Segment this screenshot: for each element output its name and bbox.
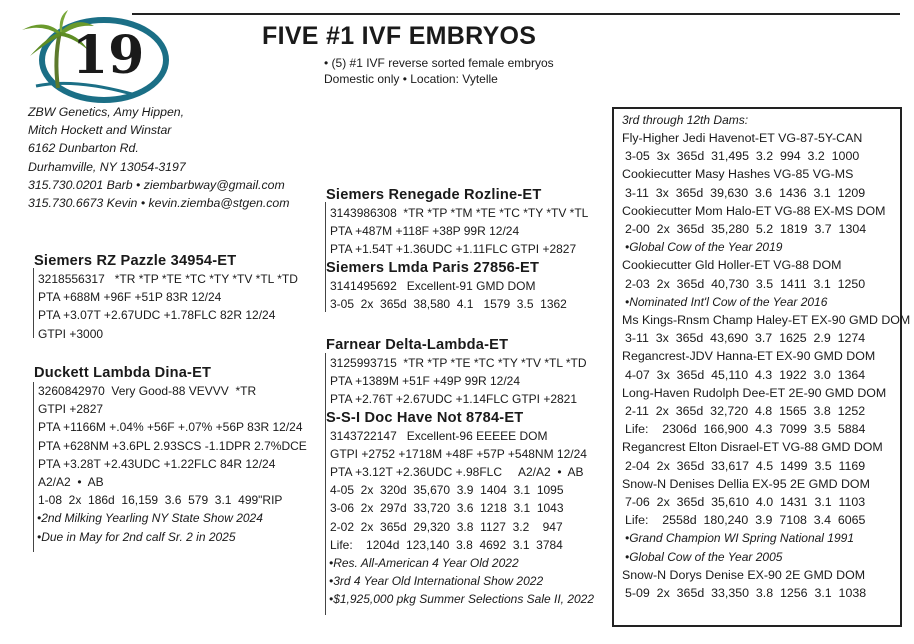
dam-entry <box>622 475 898 566</box>
record-line: PTA +3.28T +2.43UDC +1.22FLC 84R 12/24 <box>38 456 276 471</box>
record-line: GTPI +2752 +1718M +48F +57P +548NM 12/24 <box>330 446 587 461</box>
animal-name: S-S-I Doc Have Not 8784-ET <box>326 409 524 426</box>
dam-record: 4-07 3x 365d 45,110 4.3 1922 3.0 1364 <box>625 367 866 382</box>
record-line: 3125993715 *TR *TP *TE *TC *TY *TV *TL *TD <box>330 356 587 370</box>
contact-line: Mitch Hockett and Winstar <box>28 123 172 138</box>
dam-entry <box>622 311 911 347</box>
dam-entry <box>622 129 898 165</box>
contact-line: 6162 Dunbarton Rd. <box>28 141 139 156</box>
header-rule <box>132 13 900 15</box>
record-line: 3143722147 Excellent-96 EEEEE DOM <box>330 428 548 443</box>
animal-name: Siemers Lmda Paris 27856-ET <box>326 259 540 276</box>
dam-name: Snow-N Denises Dellia EX-95 2E GMD DOM <box>622 476 870 491</box>
sire-dam-block <box>326 186 588 313</box>
dam-entry <box>622 566 898 602</box>
subtitle-line: Domestic only • Location: Vytelle <box>324 72 498 86</box>
dam-block <box>34 364 307 546</box>
record-line: 4-05 2x 320d 35,670 3.9 1404 3.1 1095 <box>330 483 564 498</box>
contact-line: Durhamville, NY 13054-3197 <box>28 159 186 174</box>
record-line: PTA +628NM +3.6PL 2.93SCS -1.1DPR 2.7%DCE <box>38 438 307 453</box>
record-line: 3260842970 Very Good-88 VEVVV *TR <box>38 384 257 398</box>
record-line: PTA +487M +118F +38P 99R 12/24 <box>330 224 520 239</box>
dams-heading: 3rd through 12th Dams: <box>622 113 749 127</box>
dam-note: •Global Cow of the Year 2005 <box>625 549 783 564</box>
dam-record: 2-03 2x 365d 40,730 3.5 1411 3.1 1250 <box>625 276 866 291</box>
dam-record: 3-11 3x 365d 43,690 3.7 1625 2.9 1274 <box>625 331 866 346</box>
dam-record: Life: 2558d 180,240 3.9 7108 3.4 6065 <box>625 513 866 528</box>
dam-note: •Global Cow of the Year 2019 <box>625 240 783 255</box>
record-line: PTA +3.07T +2.67UDC +1.78FLC 82R 12/24 <box>38 308 276 323</box>
dam-record: Life: 2306d 166,900 4.3 7099 3.5 5884 <box>625 422 866 437</box>
record-line: Life: 1204d 123,140 3.8 4692 3.1 3784 <box>330 537 563 552</box>
dam-note: •Grand Champion WI Spring National 1991 <box>625 531 854 546</box>
record-line: PTA +688M +96F +51P 83R 12/24 <box>38 290 222 305</box>
dam-record: 7-06 2x 365d 35,610 4.0 1431 3.1 1103 <box>625 495 866 510</box>
award-note: •$1,925,000 pkg Summer Selections Sale II, 2022 <box>329 592 595 607</box>
sire-block <box>34 252 298 343</box>
record-line: 3141495692 Excellent-91 GMD DOM <box>330 278 536 293</box>
record-line: 2-02 2x 365d 29,320 3.8 1127 3.2 947 <box>330 519 563 534</box>
record-line: PTA +1.54T +1.36UDC +1.11FLC GTPI +2827 <box>330 242 577 257</box>
animal-name: Siemers Renegade Rozline-ET <box>326 187 542 203</box>
record-line: PTA +1166M +.04% +56F +.07% +56P 83R 12/24 <box>38 420 303 435</box>
dam-name: Cookiecutter Mom Halo-ET VG-88 EX-MS DOM <box>622 203 886 218</box>
sire-dam-block <box>326 336 594 609</box>
dams-list <box>622 111 911 602</box>
award-note: •2nd Milking Yearling NY State Show 2024 <box>37 511 263 526</box>
record-line: 3-06 2x 297d 33,720 3.6 1218 3.1 1043 <box>330 501 564 516</box>
record-line: GTPI +2827 <box>38 402 104 417</box>
dam-name: Long-Haven Rudolph Dee-ET 2E-90 GMD DOM <box>622 385 887 400</box>
dam-entry <box>622 347 898 383</box>
dam-name: Snow-N Dorys Denise EX-90 2E GMD DOM <box>622 567 866 582</box>
award-note: •Due in May for 2nd calf Sr. 2 in 2025 <box>37 529 236 544</box>
dam-entry <box>622 438 898 474</box>
dam-name: Ms Kings-Rnsm Champ Haley-ET EX-90 GMD DOM <box>622 313 911 328</box>
dam-record: 2-11 2x 365d 32,720 4.8 1565 3.8 1252 <box>625 404 866 419</box>
dam-name: Regancrest-JDV Hanna-ET EX-90 GMD DOM <box>622 349 876 364</box>
record-line: GTPI +3000 <box>38 326 104 341</box>
contact-line: 315.730.6673 Kevin • kevin.ziemba@stgen.com <box>28 196 290 211</box>
record-line: 1-08 2x 186d 16,159 3.6 579 3.1 499"RIP <box>38 493 283 508</box>
record-line: 3-05 2x 365d 38,580 4.1 1579 3.5 1362 <box>330 296 567 311</box>
dam-name: Fly-Higher Jedi Havenot-ET VG-87-5Y-CAN <box>622 131 863 145</box>
record-line: A2/A2 • AB <box>38 475 104 490</box>
lot-number: 19 <box>72 25 145 86</box>
dam-entry <box>622 384 898 439</box>
dam-entry <box>622 202 898 257</box>
dam-note: •Nominated Int'l Cow of the Year 2016 <box>625 294 828 309</box>
consignor-contact <box>28 103 290 212</box>
record-line: PTA +3.12T +2.36UDC +.98FLC A2/A2 • AB <box>330 465 584 480</box>
dam-name: Cookiecutter Masy Hashes VG-85 VG-MS <box>622 167 854 182</box>
dam-record: 3-11 3x 365d 39,630 3.6 1436 3.1 1209 <box>625 185 866 200</box>
dam-name: Regancrest Elton Disrael-ET VG-88 GMD DOM <box>622 440 883 455</box>
animal-name: Duckett Lambda Dina-ET <box>34 365 212 381</box>
contact-line: 315.730.0201 Barb • ziembarbway@gmail.com <box>28 177 285 192</box>
dam-record: 5-09 2x 365d 33,350 3.8 1256 3.1 1038 <box>625 586 867 601</box>
record-line: PTA +1389M +51F +49P 99R 12/24 <box>330 374 521 389</box>
animal-name: Farnear Delta-Lambda-ET <box>326 337 509 353</box>
animal-name: Siemers RZ Pazzle 34954-ET <box>34 253 237 269</box>
dam-record: 3-05 3x 365d 31,495 3.2 994 3.2 1000 <box>625 149 860 164</box>
record-line: PTA +2.76T +2.67UDC +1.14FLC GTPI +2821 <box>330 392 578 407</box>
contact-line: ZBW Genetics, Amy Hippen, <box>28 105 185 119</box>
dam-record: 2-00 2x 365d 35,280 5.2 1819 3.7 1304 <box>625 222 867 237</box>
award-note: •Res. All-American 4 Year Old 2022 <box>329 556 519 571</box>
dam-entry <box>622 256 898 311</box>
dam-record: 2-04 2x 365d 33,617 4.5 1499 3.5 1169 <box>625 458 866 473</box>
dam-entry <box>622 165 898 201</box>
page-title: FIVE #1 IVF EMBRYOS <box>262 22 537 50</box>
dam-name: Cookiecutter Gld Holler-ET VG-88 DOM <box>622 258 842 273</box>
record-line: 3143986308 *TR *TP *TM *TE *TC *TY *TV *TL <box>330 206 589 220</box>
record-line: 3218556317 *TR *TP *TE *TC *TY *TV *TL *TD <box>38 272 298 286</box>
subtitle-line: • (5) #1 IVF reverse sorted female embryos <box>324 56 554 70</box>
award-note: •3rd 4 Year Old International Show 2022 <box>329 574 544 589</box>
